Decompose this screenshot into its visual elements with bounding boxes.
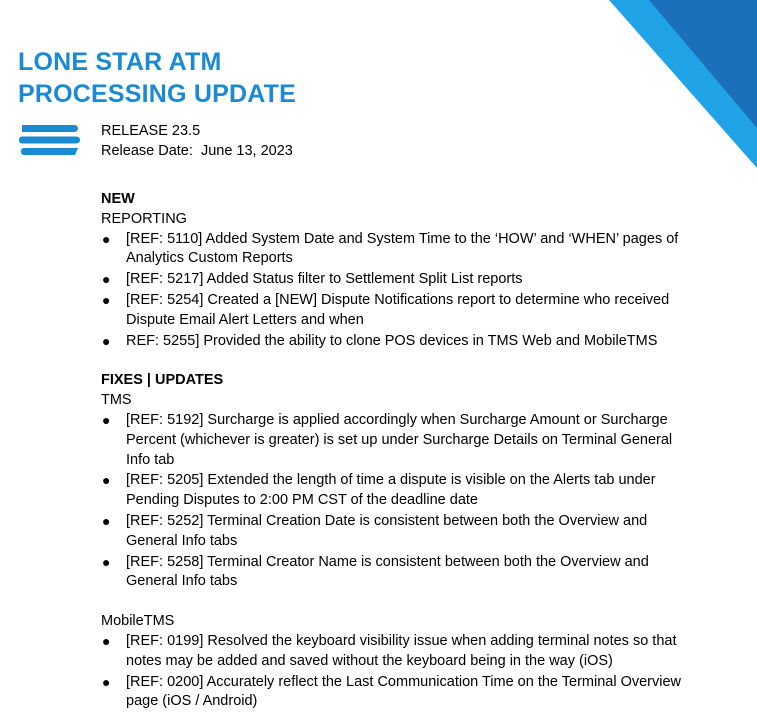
document-title [18,46,296,110]
section-heading-new: NEW [101,191,135,207]
section-heading-fixes: FIXES | UPDATES [101,372,224,389]
bullet-icon: ● [102,271,111,288]
reporting-list [101,230,681,352]
title-line-1: LONE STAR ATM [18,48,222,76]
stripes-logo-icon [19,124,81,156]
release-info [101,121,293,161]
list-item: ● [REF: 5252] Terminal Creation Date is consistent between both the Overview and General Info tabs [102,512,648,549]
list-item: ● [REF: 5258] Terminal Creator Name is consistent between both the Overview and General Info tabs [102,553,649,590]
bullet-icon: ● [102,230,111,247]
bullet-icon: ● [102,512,111,529]
bullet-icon: ● [102,411,111,428]
bullet-icon: ● [102,553,111,570]
list-item: ● [REF: 0200] Accurately reflect the Last Communication Time on the Terminal Overview page (iOS / Android) [102,673,682,710]
bullet-icon: ● [102,332,111,349]
list-item: ● [REF: 5205] Extended the length of time a dispute is visible on the Alerts tab under Pending Disputes to 2:00 PM CST of the deadline date [102,472,656,509]
subheading-mobiletms: MobileTMS [101,613,175,630]
corner-decoration [587,0,757,170]
bullet-icon: ● [102,673,111,690]
subheading-tms: TMS [101,392,132,409]
list-item: ● [REF: 0199] Resolved the keyboard visibility issue when adding terminal notes so that notes may be added and saved without the keyboard being in the way (iOS) [102,632,677,669]
list-item: ● [REF: 5217] Added Status filter to Settlement Split List reports [101,270,681,290]
bullet-icon: ● [102,632,111,649]
subheading-reporting: REPORTING [101,210,187,227]
release-date: Release Date: June 13, 2023 [101,143,293,159]
list-item: ● REF: 5255] Provided the ability to clone POS devices in TMS Web and MobileTMS [101,332,681,352]
title-line-2: PROCESSING UPDATE [18,80,296,108]
mobiletms-list [101,632,681,712]
list-item: ● [REF: 5254] Created a [NEW] Dispute Notifications report to determine who received Dispute Email Alert Letters and when [102,291,670,328]
tms-list [101,411,681,592]
bullet-icon: ● [102,291,111,308]
list-item: ● [REF: 5110] Added System Date and System Time to the ‘HOW’ and ‘WHEN’ pages of Analytics Custom Reports [102,230,679,267]
release-version: RELEASE 23.5 [101,123,201,139]
release-notes [101,190,681,713]
bullet-icon: ● [102,472,111,489]
list-item: ● [REF: 5192] Surcharge is applied accordingly when Surcharge Amount or Surcharge Percent (whichever is greater) is set up under Surcharge Details on Terminal General Info tab [102,411,673,468]
